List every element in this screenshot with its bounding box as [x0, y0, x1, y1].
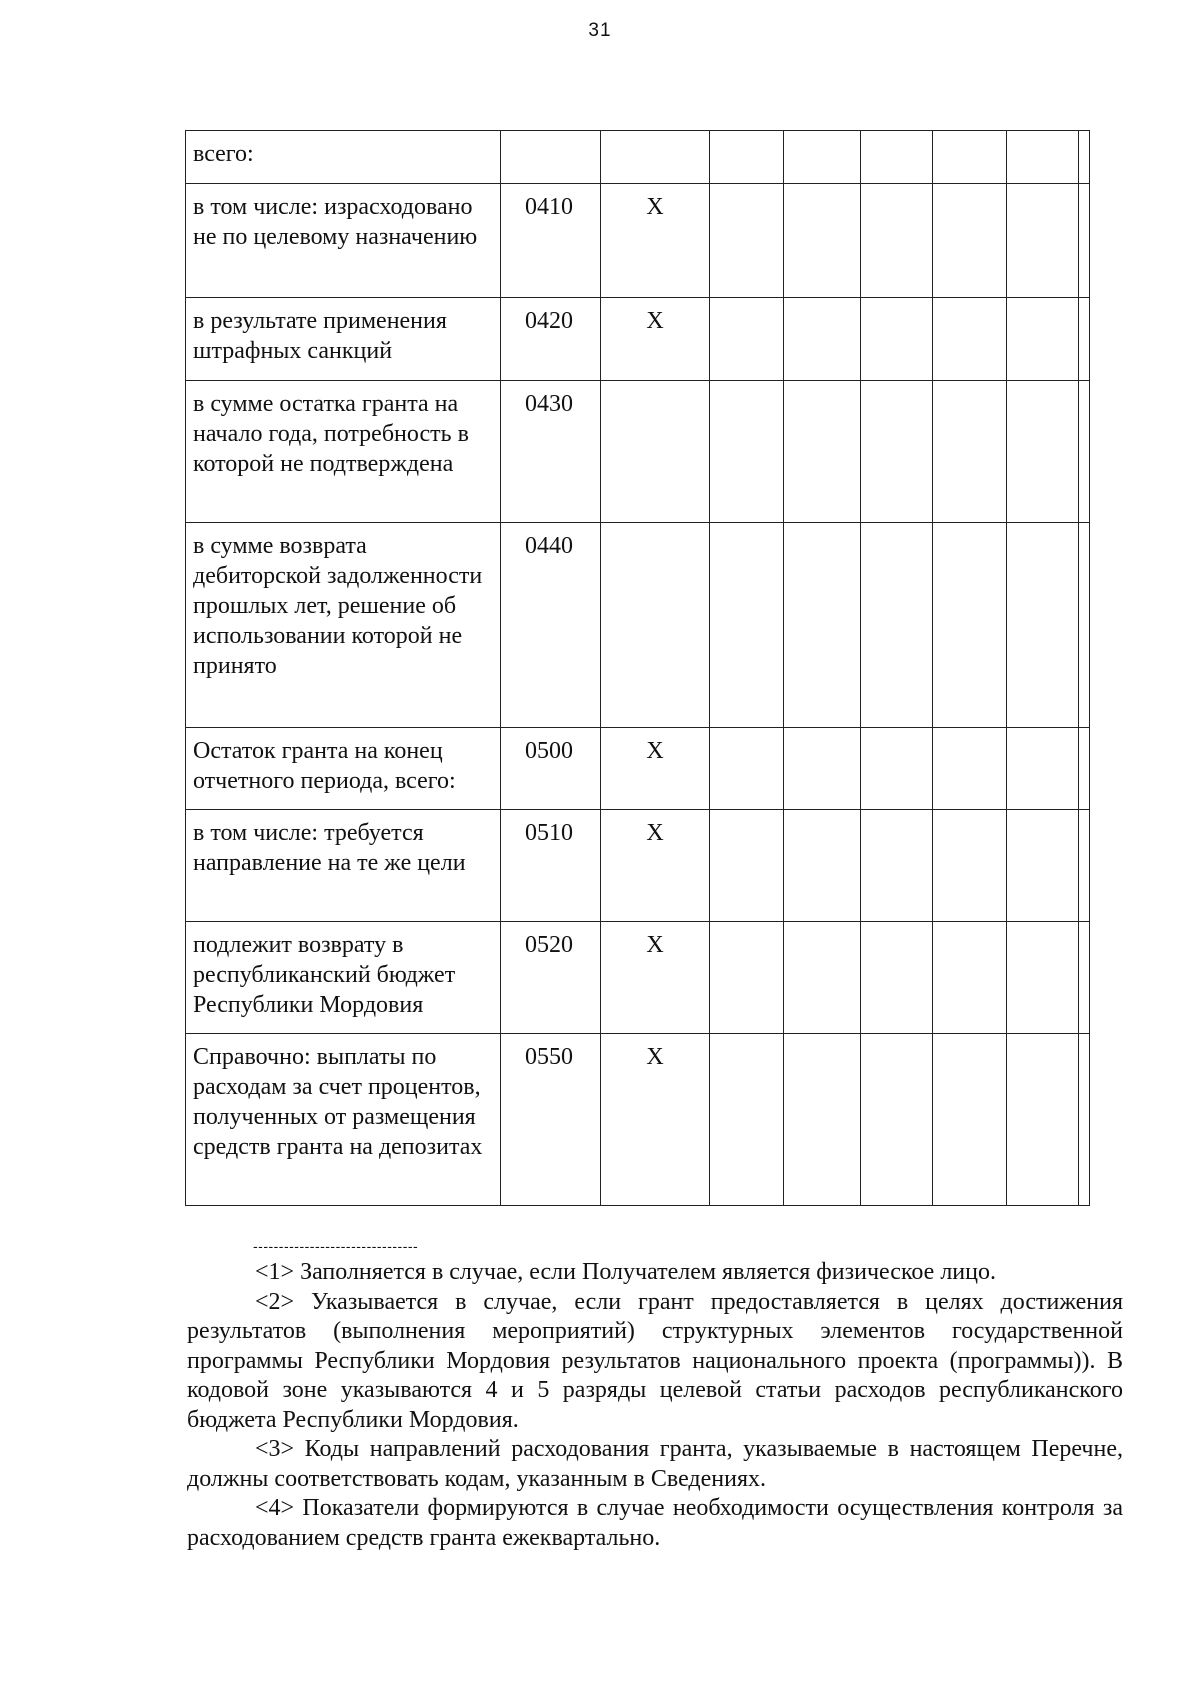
- footnote-4: <4> Показатели формируются в случае необходимости осуществления контроля за расходованием средств гранта ежеквартально.: [187, 1495, 1123, 1551]
- empty-cell: [933, 728, 1007, 810]
- empty-cell: [784, 810, 861, 922]
- row-label: в сумме остатка гранта на начало года, потребность в которой не подтверждена: [186, 381, 501, 523]
- empty-cell: [861, 810, 933, 922]
- empty-cell: [1007, 381, 1079, 523]
- empty-cell: [933, 184, 1007, 298]
- table-row: [186, 184, 1090, 298]
- empty-cell: [1079, 1034, 1090, 1206]
- empty-cell: [710, 523, 784, 728]
- empty-cell: [1079, 131, 1090, 184]
- empty-cell: [1079, 728, 1090, 810]
- empty-cell: [1079, 298, 1090, 381]
- footnote-1: <1> Заполняется в случае, если Получателем является физическое лицо.: [255, 1259, 996, 1285]
- table-row: [186, 381, 1090, 523]
- row-mark: X: [601, 298, 710, 381]
- footnote-2: <2> Указывается в случае, если грант предоставляется в целях достижения результатов (выполнения мероприятий) структурных элементов государственной программы Республики Мордовия результатов национального проекта (программы)). В кодовой зоне указываются 4 и 5 разряды целевой статьи расходов республиканского бюджета Республики Мордовия.: [187, 1288, 1123, 1433]
- empty-cell: [710, 1034, 784, 1206]
- table-row: [186, 810, 1090, 922]
- empty-cell: [1007, 523, 1079, 728]
- empty-cell: [933, 298, 1007, 381]
- empty-cell: [861, 523, 933, 728]
- empty-cell: [1007, 131, 1079, 184]
- footnote-3: <3> Коды направлений расходования гранта, указываемые в настоящем Перечне, должны соответствовать кодам, указанным в Сведениях.: [187, 1436, 1123, 1492]
- row-mark: X: [601, 922, 710, 1034]
- row-code: 0550: [501, 1034, 601, 1206]
- row-code: 0500: [501, 728, 601, 810]
- row-code: 0430: [501, 381, 601, 523]
- empty-cell: [784, 298, 861, 381]
- empty-cell: [861, 1034, 933, 1206]
- table-row: [186, 728, 1090, 810]
- empty-cell: [710, 728, 784, 810]
- empty-cell: [784, 728, 861, 810]
- empty-cell: [1079, 184, 1090, 298]
- empty-cell: [1079, 810, 1090, 922]
- empty-cell: [933, 1034, 1007, 1206]
- empty-cell: [784, 381, 861, 523]
- empty-cell: [710, 184, 784, 298]
- row-label: Справочно: выплаты по расходам за счет процентов, полученных от размещения средств гранта на депозитах: [186, 1034, 501, 1206]
- row-label: Остаток гранта на конец отчетного периода, всего:: [186, 728, 501, 810]
- row-mark: [601, 131, 710, 184]
- empty-cell: [784, 922, 861, 1034]
- row-mark: X: [601, 1034, 710, 1206]
- grant-report-table: [185, 130, 1090, 1206]
- footnotes: [187, 1258, 1123, 1553]
- footnote-separator: --------------------------------: [253, 1238, 419, 1254]
- empty-cell: [1079, 523, 1090, 728]
- row-mark: X: [601, 810, 710, 922]
- empty-cell: [1079, 922, 1090, 1034]
- row-code: 0420: [501, 298, 601, 381]
- row-code: 0520: [501, 922, 601, 1034]
- row-label: всего:: [186, 131, 501, 184]
- row-mark: X: [601, 184, 710, 298]
- empty-cell: [710, 381, 784, 523]
- table-row: [186, 1034, 1090, 1206]
- empty-cell: [861, 922, 933, 1034]
- table-row: [186, 131, 1090, 184]
- empty-cell: [933, 381, 1007, 523]
- empty-cell: [1007, 298, 1079, 381]
- empty-cell: [710, 922, 784, 1034]
- empty-cell: [933, 131, 1007, 184]
- empty-cell: [861, 131, 933, 184]
- row-mark: X: [601, 728, 710, 810]
- empty-cell: [710, 810, 784, 922]
- row-code: [501, 131, 601, 184]
- empty-cell: [861, 728, 933, 810]
- empty-cell: [861, 298, 933, 381]
- empty-cell: [861, 381, 933, 523]
- row-label: в результате применения штрафных санкций: [186, 298, 501, 381]
- empty-cell: [933, 523, 1007, 728]
- row-label: в том числе: израсходовано не по целевому назначению: [186, 184, 501, 298]
- row-code: 0440: [501, 523, 601, 728]
- table-row: [186, 298, 1090, 381]
- empty-cell: [1079, 381, 1090, 523]
- empty-cell: [710, 131, 784, 184]
- empty-cell: [1007, 1034, 1079, 1206]
- empty-cell: [1007, 184, 1079, 298]
- empty-cell: [861, 184, 933, 298]
- empty-cell: [710, 298, 784, 381]
- row-label: в сумме возврата дебиторской задолженности прошлых лет, решение об использовании которой не принято: [186, 523, 501, 728]
- row-mark: [601, 523, 710, 728]
- row-code: 0510: [501, 810, 601, 922]
- table-row: [186, 523, 1090, 728]
- empty-cell: [1007, 728, 1079, 810]
- empty-cell: [784, 523, 861, 728]
- row-label: в том числе: требуется направление на те же цели: [186, 810, 501, 922]
- empty-cell: [784, 184, 861, 298]
- empty-cell: [784, 131, 861, 184]
- empty-cell: [1007, 810, 1079, 922]
- empty-cell: [1007, 922, 1079, 1034]
- empty-cell: [933, 922, 1007, 1034]
- empty-cell: [784, 1034, 861, 1206]
- row-label: подлежит возврату в республиканский бюджет Республики Мордовия: [186, 922, 501, 1034]
- row-code: 0410: [501, 184, 601, 298]
- empty-cell: [933, 810, 1007, 922]
- table-row: [186, 922, 1090, 1034]
- page-number: 31: [588, 20, 612, 41]
- row-mark: [601, 381, 710, 523]
